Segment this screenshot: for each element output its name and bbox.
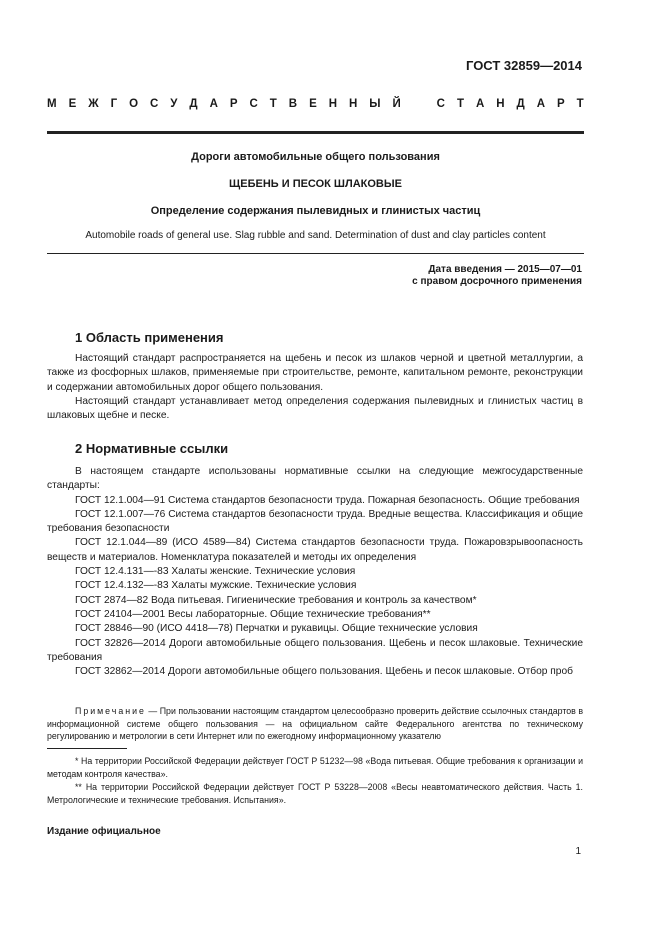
banner-letter: М bbox=[47, 98, 57, 110]
section-1-body bbox=[47, 352, 583, 423]
paragraph: Настоящий стандарт распространяется на щебень и песок из шлаков черной и цветной металлургии, а также из фосфорных шлаков, применяемые при строительстве, ремонте, капитальном ремонте, реконструкции и содержании автомобильных дорог общего пользования. bbox=[47, 353, 583, 393]
banner-letter: Е bbox=[68, 98, 77, 110]
note bbox=[47, 705, 583, 743]
banner-letter: Т bbox=[456, 98, 464, 110]
footnote-rule bbox=[47, 748, 127, 749]
banner-letter: А bbox=[209, 98, 218, 110]
note-text: — При пользовании настоящим стандартом целесообразно проверить действие ссылочных стандартов в информационной системе общего пользования — на официальном сайте Федерального агентства по техническому регулированию и метрологии в сети Интернет или по ежегодному информационному указателю bbox=[47, 706, 583, 741]
paragraph: Настоящий стандарт устанавливает метод определения содержания пылевидных и глинистых частиц в шлаковых щебне и песке. bbox=[47, 395, 583, 422]
title-sub: ЩЕБЕНЬ И ПЕСОК ШЛАКОВЫЕ bbox=[229, 178, 402, 190]
banner-letter: С bbox=[249, 98, 258, 110]
title-english: Automobile roads of general use. Slag rubble and sand. Determination of dust and clay particles content bbox=[85, 230, 546, 241]
reference-item: ГОСТ 32826—2014 Дороги автомобильные общего пользования. Щебень и песок шлаковые. Технические требования bbox=[47, 637, 583, 663]
top-thick-rule bbox=[47, 131, 584, 134]
reference-item: ГОСТ 12.4.131—-83 Халаты женские. Технические условия bbox=[75, 566, 356, 578]
banner-letter: О bbox=[129, 98, 139, 110]
standard-number: ГОСТ 32859—2014 bbox=[466, 58, 582, 73]
banner-letter: Ы bbox=[369, 98, 381, 110]
interstate-standard-banner bbox=[47, 98, 584, 110]
official-edition: Издание официальное bbox=[47, 826, 161, 837]
banner-letter: С bbox=[150, 98, 159, 110]
reference-item: ГОСТ 32862—2014 Дороги автомобильные общего пользования. Щебень и песок шлаковые. Отбор проб bbox=[75, 666, 573, 678]
footnotes bbox=[47, 755, 583, 807]
banner-letter: Д bbox=[516, 98, 525, 110]
banner-letter: Д bbox=[189, 98, 198, 110]
section-1-heading: 1 Область применения bbox=[75, 330, 224, 345]
section-2-body bbox=[47, 465, 583, 679]
reference-item: ГОСТ 2874—82 Вода питьевая. Гигиенические требования и контроль за качеством* bbox=[75, 594, 477, 606]
title-main: Дороги автомобильные общего пользования bbox=[191, 151, 440, 163]
paragraph: В настоящем стандарте использованы нормативные ссылки на следующие межгосударственные стандарты: bbox=[47, 466, 583, 492]
introduction-date: Дата введения — 2015—07—01 bbox=[428, 264, 582, 275]
banner-letter: Р bbox=[229, 98, 238, 110]
reference-item: ГОСТ 12.1.007—76 Система стандартов безопасности труда. Вредные вещества. Классификация и общие требования безопасности bbox=[47, 508, 583, 535]
banner-letter: А bbox=[536, 98, 545, 110]
footnote: ** На территории Российской Федерации действует ГОСТ Р 53228—2008 «Весы неавтоматического действия. Часть 1. Метрологические и технические требования. Испытания». bbox=[47, 782, 583, 805]
banner-letter: С bbox=[436, 98, 445, 110]
reference-item: ГОСТ 12.1.044—89 (ИСО 4589—84) Система стандартов безопасности труда. Пожаровзрывоопасность веществ и материалов. Номенклатура показателей и методы их определения bbox=[47, 537, 583, 563]
reference-item: ГОСТ 28846—90 (ИСО 4418—78) Перчатки и рукавицы. Общие технические условия bbox=[75, 623, 478, 635]
reference-item: ГОСТ 12.4.132—-83 Халаты мужские. Технические условия bbox=[75, 580, 357, 592]
banner-letter: Р bbox=[556, 98, 565, 110]
banner-letter: Е bbox=[309, 98, 317, 110]
title-bottom-rule bbox=[47, 253, 584, 254]
banner-letter: Н bbox=[496, 98, 505, 110]
reference-item: ГОСТ 12.1.004—91 Система стандартов безопасности труда. Пожарная безопасность. Общие требования bbox=[75, 494, 580, 506]
banner-letter: Н bbox=[328, 98, 338, 110]
banner-letter: У bbox=[170, 98, 178, 110]
banner-letter: Ж bbox=[88, 98, 99, 110]
banner-letter: А bbox=[475, 98, 485, 110]
title-determination: Определение содержания пылевидных и глинистых частиц bbox=[150, 205, 481, 217]
banner-letter: Т bbox=[576, 98, 584, 110]
section-2-heading: 2 Нормативные ссылки bbox=[75, 441, 229, 456]
note-label: Примечание bbox=[75, 706, 146, 716]
page-number: 1 bbox=[575, 846, 581, 857]
banner-letter: В bbox=[288, 98, 298, 110]
reference-item: ГОСТ 24104—2001 Весы лабораторные. Общие технические требования** bbox=[75, 608, 431, 620]
footnote: * На территории Российской Федерации действует ГОСТ Р 51232—98 «Вода питьевая. Общие требования к организации и методам контроля качества». bbox=[47, 756, 583, 779]
banner-letter: Й bbox=[392, 98, 401, 110]
introduction-date-block bbox=[412, 264, 582, 288]
banner-letter: Т bbox=[269, 98, 277, 110]
early-application: с правом досрочного применения bbox=[412, 276, 582, 287]
banner-letter: Н bbox=[348, 98, 358, 110]
banner-letter: Г bbox=[110, 98, 118, 110]
